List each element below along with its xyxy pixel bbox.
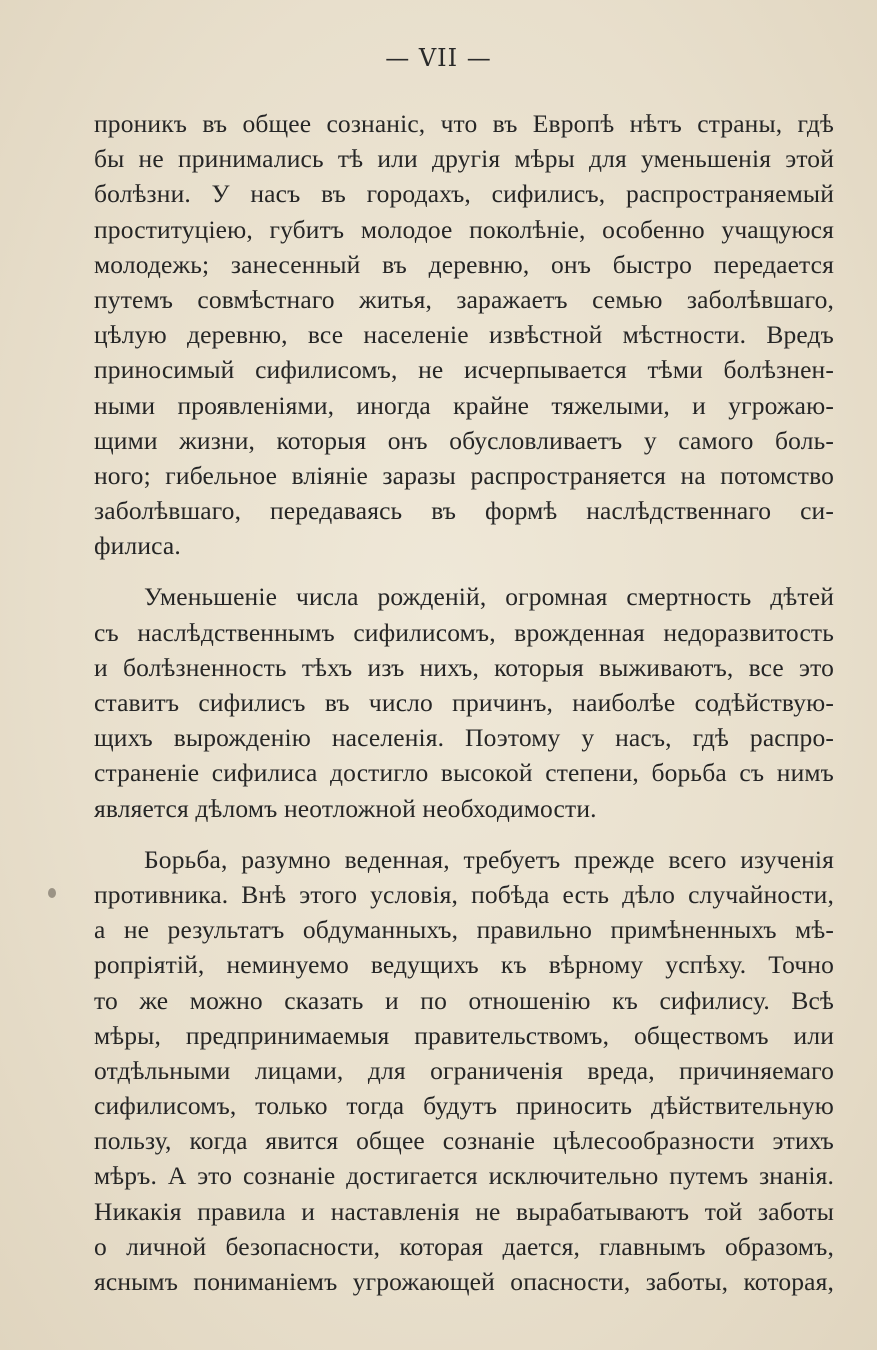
text-line: страненіе сифилиса достигло высокой степени, борьба съ нимъ: [94, 758, 834, 788]
text-line: а не результатъ обдуманныхъ, правильно примѣненныхъ мѣ-: [94, 915, 834, 945]
paper-blemish: [48, 888, 56, 898]
text-line: и болѣзненность тѣхъ изъ нихъ, которыя выживаютъ, все это: [94, 652, 834, 682]
text-line: проникъ въ общее сознаніс, что въ Европѣ нѣтъ страны, гдѣ: [94, 109, 834, 138]
text-line: ставитъ сифилисъ въ число причинъ, наиболѣе содѣйствую-: [94, 688, 834, 717]
body-text: [94, 106, 834, 1299]
text-line: Борьба, разумно веденная, требуетъ прежде всего изученія: [144, 844, 834, 874]
text-line: является дѣломъ неотложной необходимости.: [94, 793, 597, 823]
text-line: болѣзни. У насъ въ городахъ, сифилисъ, распространяемый: [94, 179, 834, 209]
text-line: молодежь; занесенный въ деревню, онъ быстро передается: [94, 249, 834, 279]
text-line: противника. Внѣ этого условія, побѣда есть дѣло случайности,: [94, 879, 834, 909]
text-line: съ наслѣдственнымъ сифилисомъ, врожденная недоразвитость: [94, 617, 834, 647]
page-number-header: — VII —: [385, 44, 492, 72]
text-line: цѣлую деревню, все населеніе извѣстной мѣстности. Вредъ: [94, 320, 834, 350]
text-line: яснымъ пониманіемъ угрожающей опасности, заботы, которая,: [94, 1267, 834, 1296]
text-line: ного; гибельное вліяніе заразы распространяется на потомство: [94, 460, 834, 490]
text-line: бы не принимались тѣ или другія мѣры для уменьшенія этой: [94, 144, 834, 174]
text-line: о личной безопасности, которая дается, главнымъ образомъ,: [94, 1231, 834, 1261]
text-line: Уменьшеніе числа рожденій, огромная смертность дѣтей: [144, 582, 834, 612]
paragraph-gap: [94, 826, 834, 842]
text-line: ными проявленіями, иногда крайне тяжелыми, и угрожаю-: [94, 390, 834, 420]
text-line: филиса.: [94, 531, 181, 561]
text-line: ропріятій, неминуемо ведущихъ къ вѣрному успѣху. Точно: [94, 950, 834, 980]
paragraph: [94, 842, 834, 1299]
text-line: сифилисомъ, только тогда будутъ приносить дѣйствительную: [94, 1091, 834, 1121]
text-line: то же можно сказать и по отношенію къ сифилису. Всѣ: [94, 985, 834, 1015]
text-line: заболѣвшаго, передаваясь въ формѣ наслѣдственнаго си-: [94, 496, 834, 526]
text-line: путемъ совмѣстнаго житья, заражаетъ семью заболѣвшаго,: [94, 284, 834, 314]
text-line: пользу, когда явится общее сознаніе цѣлесообразности этихъ: [94, 1126, 834, 1156]
text-line: щихъ вырожденію населенія. Поэтому у насъ, гдѣ распро-: [94, 723, 834, 753]
text-line: приносимый сифилисомъ, не исчерпывается тѣми болѣзнен-: [94, 355, 834, 385]
text-line: мѣръ. А это сознаніе достигается исключительно путемъ знанія.: [94, 1161, 834, 1191]
text-line: проституціею, губитъ молодое поколѣніе, особенно учащуюся: [94, 214, 834, 244]
text-line: отдѣльными лицами, для ограниченія вреда, причиняемаго: [94, 1055, 834, 1085]
text-line: Никакія правила и наставленія не вырабатываютъ той заботы: [94, 1196, 834, 1226]
text-line: щими жизни, которыя онъ обусловливаетъ у самого боль-: [94, 425, 834, 455]
paragraph: [94, 106, 834, 563]
paragraph-gap: [94, 563, 834, 579]
paragraph: [94, 579, 834, 825]
text-line: мѣры, предпринимаемыя правительствомъ, обществомъ или: [94, 1020, 834, 1050]
